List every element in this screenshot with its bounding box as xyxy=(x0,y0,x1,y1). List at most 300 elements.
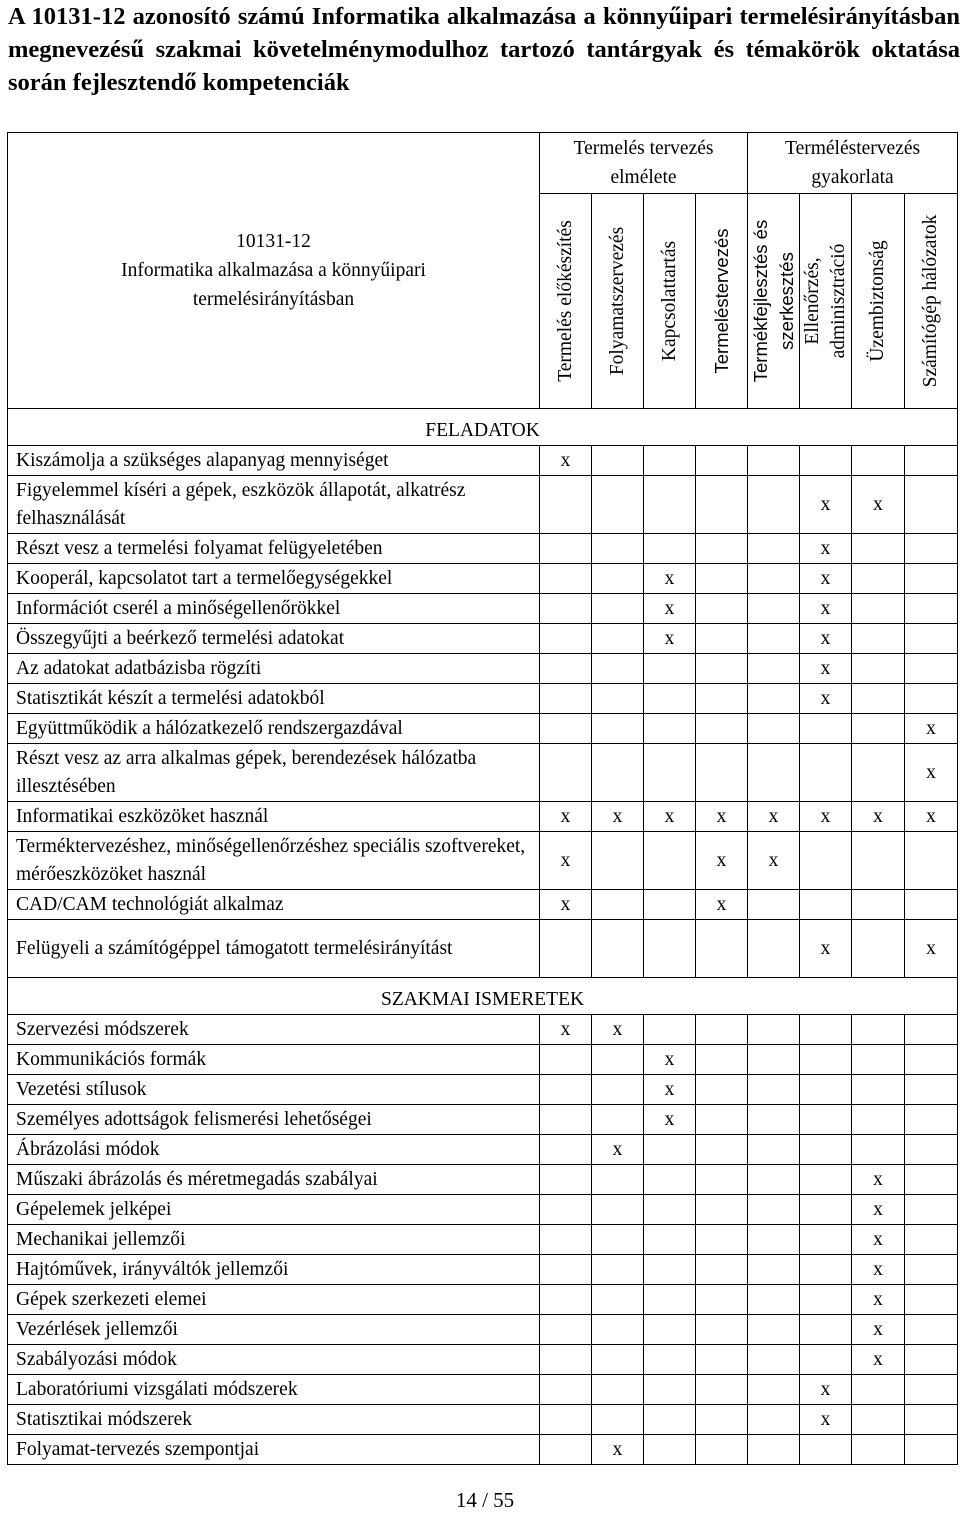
mark-cell: x xyxy=(800,920,852,978)
mark-cell xyxy=(592,1375,644,1405)
mark-cell xyxy=(592,832,644,890)
mark-cell xyxy=(644,1135,696,1165)
column-header-label: Termelés előkészítés xyxy=(554,220,576,382)
mark-cell xyxy=(540,1285,592,1315)
mark-cell xyxy=(644,1195,696,1225)
page-heading: A 10131-12 azonosító számú Informatika alkalmazása a könnyűipari termelésirányításban megnevezésű szakmai követelménymodulhoz tartozó tantárgyak és témakörök oktatása során fejlesztendő kompetenciák xyxy=(8,3,960,96)
mark-cell xyxy=(748,1285,800,1315)
mark-cell: x xyxy=(644,594,696,624)
row-label: Az adatokat adatbázisba rögzíti xyxy=(8,654,540,684)
row-label: Folyamat-tervezés szempontjai xyxy=(8,1435,540,1465)
mark-cell xyxy=(696,624,748,654)
mark-cell xyxy=(592,1105,644,1135)
mark-cell xyxy=(696,1375,748,1405)
mark-cell: x xyxy=(905,714,958,744)
mark-cell: x xyxy=(800,476,852,534)
mark-cell: x xyxy=(592,1135,644,1165)
mark-cell xyxy=(852,564,905,594)
column-header xyxy=(592,194,644,409)
mark-cell: x xyxy=(748,832,800,890)
mark-cell xyxy=(592,1195,644,1225)
mark-cell xyxy=(905,1045,958,1075)
mark-cell xyxy=(800,890,852,920)
mark-cell: x xyxy=(852,1285,905,1315)
mark-cell xyxy=(905,564,958,594)
mark-cell xyxy=(748,1315,800,1345)
mark-cell xyxy=(748,1045,800,1075)
mark-cell xyxy=(905,1255,958,1285)
mark-cell xyxy=(696,1135,748,1165)
mark-cell xyxy=(905,624,958,654)
table-row xyxy=(8,744,958,802)
mark-cell xyxy=(852,1105,905,1135)
row-label: Szervezési módszerek xyxy=(8,1015,540,1045)
table-row xyxy=(8,832,958,890)
mark-cell xyxy=(800,1225,852,1255)
mark-cell xyxy=(748,446,800,476)
mark-cell xyxy=(800,1015,852,1045)
row-label: Összegyűjti a beérkező termelési adatokat xyxy=(8,624,540,654)
row-label: Laboratóriumi vizsgálati módszerek xyxy=(8,1375,540,1405)
mark-cell xyxy=(592,1165,644,1195)
row-label: Figyelemmel kíséri a gépek, eszközök állapotát, alkatrész felhasználását xyxy=(8,476,540,534)
mark-cell xyxy=(644,920,696,978)
mark-cell xyxy=(592,1255,644,1285)
row-label: Részt vesz az arra alkalmas gépek, berendezések hálózatba illesztésében xyxy=(8,744,540,802)
mark-cell xyxy=(696,684,748,714)
table-row xyxy=(8,1165,958,1195)
mark-cell xyxy=(696,564,748,594)
mark-cell xyxy=(905,832,958,890)
mark-cell xyxy=(696,1045,748,1075)
row-label: Felügyeli a számítógéppel támogatott termelésirányítást xyxy=(8,920,540,978)
table-row xyxy=(8,684,958,714)
table-row xyxy=(8,1435,958,1465)
mark-cell xyxy=(748,714,800,744)
mark-cell xyxy=(905,1225,958,1255)
column-header-label: Üzembiztonság xyxy=(867,240,889,362)
mark-cell xyxy=(852,1375,905,1405)
mark-cell xyxy=(540,1345,592,1375)
mark-cell xyxy=(540,1195,592,1225)
mark-cell xyxy=(748,624,800,654)
column-header xyxy=(905,194,958,409)
mark-cell xyxy=(905,446,958,476)
mark-cell xyxy=(592,534,644,564)
mark-cell xyxy=(644,1165,696,1195)
mark-cell xyxy=(852,534,905,564)
mark-cell xyxy=(540,476,592,534)
mark-cell xyxy=(696,1315,748,1345)
mark-cell xyxy=(696,1225,748,1255)
mark-cell xyxy=(852,1135,905,1165)
mark-cell xyxy=(540,1075,592,1105)
mark-cell: x xyxy=(800,684,852,714)
mark-cell xyxy=(644,654,696,684)
mark-cell: x xyxy=(800,534,852,564)
mark-cell: x xyxy=(644,564,696,594)
mark-cell xyxy=(748,1375,800,1405)
mark-cell xyxy=(540,1045,592,1075)
mark-cell xyxy=(644,1315,696,1345)
section-title: FELADATOK xyxy=(8,409,958,446)
mark-cell xyxy=(540,564,592,594)
mark-cell xyxy=(852,1015,905,1045)
mark-cell xyxy=(800,714,852,744)
mark-cell xyxy=(696,1435,748,1465)
mark-cell xyxy=(800,1045,852,1075)
mark-cell xyxy=(852,890,905,920)
mark-cell xyxy=(540,624,592,654)
mark-cell: x xyxy=(852,802,905,832)
mark-cell xyxy=(748,1435,800,1465)
table-row xyxy=(8,890,958,920)
mark-cell xyxy=(644,1285,696,1315)
table-row xyxy=(8,624,958,654)
mark-cell xyxy=(852,654,905,684)
mark-cell xyxy=(540,684,592,714)
mark-cell xyxy=(748,1195,800,1225)
mark-cell xyxy=(592,446,644,476)
column-header xyxy=(852,194,905,409)
column-header xyxy=(696,194,748,409)
row-label: Kooperál, kapcsolatot tart a termelőegységekkel xyxy=(8,564,540,594)
mark-cell xyxy=(540,1315,592,1345)
column-header xyxy=(800,194,852,409)
mark-cell xyxy=(852,744,905,802)
mark-cell xyxy=(800,1195,852,1225)
mark-cell xyxy=(696,654,748,684)
mark-cell xyxy=(852,832,905,890)
mark-cell xyxy=(696,1195,748,1225)
mark-cell: x xyxy=(852,1345,905,1375)
mark-cell: x xyxy=(540,1015,592,1045)
mark-cell xyxy=(592,624,644,654)
mark-cell xyxy=(592,1225,644,1255)
column-header-label: Számítógép hálózatok xyxy=(920,214,942,388)
table-row xyxy=(8,446,958,476)
mark-cell xyxy=(696,1165,748,1195)
mark-cell xyxy=(852,920,905,978)
mark-cell xyxy=(540,1255,592,1285)
row-label: Gépek szerkezeti elemei xyxy=(8,1285,540,1315)
mark-cell xyxy=(800,1105,852,1135)
mark-cell: x xyxy=(592,1015,644,1045)
row-label: Személyes adottságok felismerési lehetőségei xyxy=(8,1105,540,1135)
mark-cell xyxy=(800,832,852,890)
mark-cell: x xyxy=(644,802,696,832)
section-title: SZAKMAI ISMERETEK xyxy=(8,978,958,1015)
mark-cell xyxy=(905,1315,958,1345)
table-row xyxy=(8,714,958,744)
mark-cell xyxy=(852,684,905,714)
row-label: Vezetési stílusok xyxy=(8,1075,540,1105)
mark-cell xyxy=(905,1105,958,1135)
mark-cell xyxy=(748,684,800,714)
row-label: Mechanikai jellemzői xyxy=(8,1225,540,1255)
mark-cell: x xyxy=(592,802,644,832)
row-label: Részt vesz a termelési folyamat felügyeletében xyxy=(8,534,540,564)
mark-cell xyxy=(696,1015,748,1045)
mark-cell xyxy=(800,744,852,802)
mark-cell xyxy=(644,1435,696,1465)
row-label: Műszaki ábrázolás és méretmegadás szabályai xyxy=(8,1165,540,1195)
mark-cell xyxy=(592,654,644,684)
mark-cell xyxy=(696,1255,748,1285)
mark-cell: x xyxy=(644,624,696,654)
row-label: Statisztikai módszerek xyxy=(8,1405,540,1435)
mark-cell xyxy=(748,1345,800,1375)
table-row xyxy=(8,1315,958,1345)
mark-cell xyxy=(905,654,958,684)
mark-cell xyxy=(644,1375,696,1405)
mark-cell xyxy=(852,1075,905,1105)
mark-cell: x xyxy=(800,1375,852,1405)
mark-cell xyxy=(540,920,592,978)
table-row xyxy=(8,1195,958,1225)
mark-cell xyxy=(905,1165,958,1195)
mark-cell: x xyxy=(540,832,592,890)
mark-cell xyxy=(748,1255,800,1285)
mark-cell: x xyxy=(800,594,852,624)
mark-cell: x xyxy=(644,1105,696,1135)
mark-cell xyxy=(748,1135,800,1165)
mark-cell: x xyxy=(905,802,958,832)
mark-cell xyxy=(696,534,748,564)
column-header xyxy=(748,194,800,409)
mark-cell: x xyxy=(800,802,852,832)
column-header xyxy=(644,194,696,409)
mark-cell xyxy=(592,564,644,594)
mark-cell xyxy=(696,920,748,978)
mark-cell xyxy=(644,1405,696,1435)
mark-cell xyxy=(905,1405,958,1435)
mark-cell xyxy=(852,1435,905,1465)
mark-cell: x xyxy=(696,832,748,890)
row-label: Vezérlések jellemzői xyxy=(8,1315,540,1345)
mark-cell xyxy=(540,714,592,744)
mark-cell xyxy=(540,1435,592,1465)
mark-cell xyxy=(800,1135,852,1165)
mark-cell xyxy=(644,1255,696,1285)
mark-cell: x xyxy=(800,654,852,684)
mark-cell xyxy=(748,534,800,564)
mark-cell xyxy=(644,476,696,534)
mark-cell xyxy=(644,744,696,802)
mark-cell xyxy=(644,1225,696,1255)
table-row xyxy=(8,802,958,832)
mark-cell xyxy=(748,1165,800,1195)
mark-cell xyxy=(748,476,800,534)
mark-cell xyxy=(905,1195,958,1225)
mark-cell xyxy=(905,476,958,534)
competency-table xyxy=(7,132,958,1465)
mark-cell: x xyxy=(540,446,592,476)
table-row xyxy=(8,1075,958,1105)
mark-cell: x xyxy=(696,890,748,920)
mark-cell xyxy=(905,1135,958,1165)
mark-cell xyxy=(696,1075,748,1105)
column-header-label: Termékfejlesztés és szerkesztés xyxy=(749,219,797,383)
row-label: Terméktervezéshez, minőségellenőrzéshez speciális szoftvereket, mérőeszközöket használ xyxy=(8,832,540,890)
row-label: Statisztikát készít a termelési adatokból xyxy=(8,684,540,714)
mark-cell xyxy=(540,1405,592,1435)
mark-cell xyxy=(540,1375,592,1405)
mark-cell xyxy=(748,594,800,624)
table-row xyxy=(8,1285,958,1315)
page-number: 14 / 55 xyxy=(455,1488,515,1512)
mark-cell: x xyxy=(852,1315,905,1345)
mark-cell xyxy=(905,1285,958,1315)
mark-cell xyxy=(696,1345,748,1375)
mark-cell: x xyxy=(852,1165,905,1195)
mark-cell xyxy=(592,1045,644,1075)
mark-cell xyxy=(800,1285,852,1315)
mark-cell xyxy=(644,534,696,564)
mark-cell: x xyxy=(852,1195,905,1225)
mark-cell: x xyxy=(852,1225,905,1255)
row-label: Gépelemek jelképei xyxy=(8,1195,540,1225)
group-header-theory: Termelés tervezés elmélete xyxy=(540,133,748,194)
mark-cell xyxy=(592,594,644,624)
row-label: Információt cserél a minőségellenőrökkel xyxy=(8,594,540,624)
table-row xyxy=(8,1255,958,1285)
mark-cell xyxy=(696,446,748,476)
mark-cell xyxy=(644,890,696,920)
row-label: Ábrázolási módok xyxy=(8,1135,540,1165)
mark-cell xyxy=(592,1345,644,1375)
mark-cell xyxy=(644,714,696,744)
mark-cell: x xyxy=(905,920,958,978)
mark-cell xyxy=(696,714,748,744)
table-row xyxy=(8,594,958,624)
row-label: Együttműködik a hálózatkezelő rendszergazdával xyxy=(8,714,540,744)
module-name-line2: termelésirányításban xyxy=(192,289,355,310)
table-row xyxy=(8,920,958,978)
mark-cell: x xyxy=(540,890,592,920)
row-label: Kiszámolja a szükséges alapanyag mennyiséget xyxy=(8,446,540,476)
mark-cell xyxy=(696,744,748,802)
row-label: Informatikai eszközöket használ xyxy=(8,802,540,832)
mark-cell: x xyxy=(644,1075,696,1105)
mark-cell xyxy=(748,564,800,594)
mark-cell xyxy=(540,744,592,802)
mark-cell xyxy=(800,1165,852,1195)
table-row xyxy=(8,1225,958,1255)
mark-cell xyxy=(905,684,958,714)
table-row xyxy=(8,1405,958,1435)
mark-cell: x xyxy=(800,624,852,654)
row-label: Szabályozási módok xyxy=(8,1345,540,1375)
mark-cell xyxy=(644,1015,696,1045)
mark-cell xyxy=(592,890,644,920)
mark-cell xyxy=(592,1075,644,1105)
mark-cell xyxy=(852,1405,905,1435)
column-header-label: Termeléstervezés xyxy=(710,228,732,374)
mark-cell xyxy=(905,890,958,920)
mark-cell xyxy=(696,476,748,534)
mark-cell xyxy=(592,744,644,802)
table-row xyxy=(8,476,958,534)
mark-cell: x xyxy=(905,744,958,802)
mark-cell: x xyxy=(592,1435,644,1465)
column-header xyxy=(540,194,592,409)
mark-cell xyxy=(852,446,905,476)
group-header-practice: Terméléstervezés gyakorlata xyxy=(748,133,958,194)
mark-cell xyxy=(696,1405,748,1435)
mark-cell xyxy=(696,1105,748,1135)
mark-cell xyxy=(748,890,800,920)
mark-cell xyxy=(644,832,696,890)
mark-cell xyxy=(852,1045,905,1075)
mark-cell xyxy=(905,1345,958,1375)
table-row xyxy=(8,1015,958,1045)
mark-cell xyxy=(800,1435,852,1465)
table-row xyxy=(8,564,958,594)
column-header-label: Kapcsolattartás xyxy=(658,240,680,362)
mark-cell xyxy=(905,1075,958,1105)
mark-cell xyxy=(592,476,644,534)
module-title-cell xyxy=(8,133,540,409)
table-row xyxy=(8,1375,958,1405)
table-row xyxy=(8,534,958,564)
mark-cell xyxy=(540,1105,592,1135)
mark-cell xyxy=(852,714,905,744)
mark-cell xyxy=(748,1015,800,1045)
mark-cell xyxy=(540,1135,592,1165)
mark-cell xyxy=(800,1315,852,1345)
row-label: Kommunikációs formák xyxy=(8,1045,540,1075)
mark-cell: x xyxy=(852,1255,905,1285)
mark-cell: x xyxy=(540,802,592,832)
mark-cell xyxy=(696,1285,748,1315)
mark-cell xyxy=(800,446,852,476)
mark-cell xyxy=(540,534,592,564)
mark-cell xyxy=(592,920,644,978)
mark-cell xyxy=(644,684,696,714)
mark-cell xyxy=(540,654,592,684)
mark-cell: x xyxy=(852,476,905,534)
mark-cell xyxy=(748,920,800,978)
table-row xyxy=(8,1045,958,1075)
mark-cell xyxy=(592,714,644,744)
mark-cell: x xyxy=(644,1045,696,1075)
mark-cell xyxy=(748,654,800,684)
row-label: CAD/CAM technológiát alkalmaz xyxy=(8,890,540,920)
mark-cell xyxy=(905,1015,958,1045)
mark-cell xyxy=(800,1255,852,1285)
mark-cell xyxy=(748,744,800,802)
mark-cell xyxy=(592,1405,644,1435)
table-row xyxy=(8,1345,958,1375)
mark-cell: x xyxy=(800,1405,852,1435)
row-label: Hajtóművek, irányváltók jellemzői xyxy=(8,1255,540,1285)
module-code: 10131-12 xyxy=(236,231,311,252)
mark-cell xyxy=(905,534,958,564)
mark-cell xyxy=(540,594,592,624)
mark-cell xyxy=(592,1285,644,1315)
mark-cell xyxy=(905,1435,958,1465)
mark-cell xyxy=(540,1165,592,1195)
mark-cell xyxy=(852,594,905,624)
table-row xyxy=(8,654,958,684)
table-row xyxy=(8,1105,958,1135)
mark-cell xyxy=(800,1075,852,1105)
mark-cell xyxy=(905,594,958,624)
mark-cell: x xyxy=(696,802,748,832)
mark-cell xyxy=(540,1225,592,1255)
mark-cell xyxy=(748,1405,800,1435)
